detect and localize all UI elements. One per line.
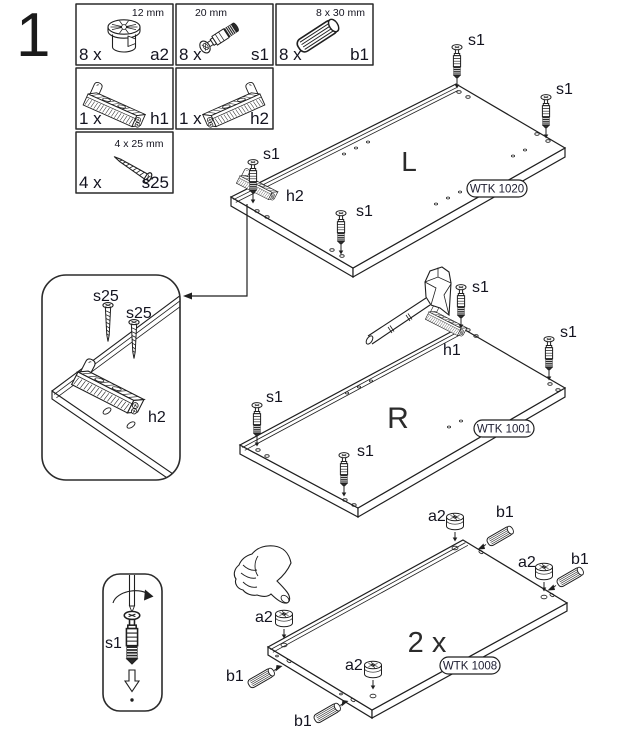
fastener-label: s1 bbox=[472, 279, 489, 296]
detail-leader-line bbox=[192, 204, 247, 296]
s25-screw bbox=[129, 320, 139, 359]
parts-box-s1 bbox=[176, 4, 273, 65]
part-qty: 1 x bbox=[179, 109, 202, 128]
a2-fitting bbox=[276, 610, 293, 627]
s1-fastener bbox=[456, 285, 466, 319]
fastener-label: s1 bbox=[357, 443, 374, 460]
part-dim: 4 x 25 mm bbox=[114, 138, 164, 150]
dowel-label: b1 bbox=[496, 504, 514, 521]
hammer bbox=[365, 267, 451, 345]
s1-fastener bbox=[452, 45, 462, 79]
s1-fastener bbox=[541, 95, 551, 129]
b1-dowel bbox=[556, 566, 585, 588]
part-code: h2 bbox=[250, 109, 269, 128]
board-letter: R bbox=[387, 402, 409, 435]
parts-box-b1 bbox=[276, 4, 373, 65]
part-number-text: WTK 1020 bbox=[469, 183, 525, 196]
s1-fastener bbox=[544, 337, 554, 371]
s1-fastener bbox=[336, 211, 346, 245]
part-qty: 4 x bbox=[79, 173, 102, 192]
part-qty: 8 x bbox=[179, 45, 202, 64]
fastener-label: s1 bbox=[356, 203, 373, 220]
b1-dowel bbox=[486, 525, 515, 547]
fastener-label: s1 bbox=[105, 635, 122, 652]
fitting-label: a2 bbox=[428, 508, 446, 525]
parts-box-h1 bbox=[76, 68, 173, 130]
parts-box-h2 bbox=[176, 68, 273, 130]
board-letter: 2 x bbox=[407, 627, 447, 659]
fitting-label: a2 bbox=[345, 657, 363, 674]
fitting-label: a2 bbox=[518, 554, 536, 571]
bracket-label: h2 bbox=[286, 188, 304, 205]
a2-fitting bbox=[536, 563, 553, 580]
a2-fitting bbox=[447, 513, 464, 530]
part-qty: 8 x bbox=[79, 45, 102, 64]
s1-fastener bbox=[339, 453, 349, 487]
b1-dowel bbox=[313, 702, 342, 724]
panel-bottom-board-2x bbox=[226, 504, 589, 730]
part-number-tag bbox=[474, 420, 534, 437]
part-dim: 12 mm bbox=[131, 7, 164, 19]
fitting-label: a2 bbox=[255, 609, 273, 626]
part-code: s25 bbox=[141, 173, 169, 192]
part-qty: 8 x bbox=[279, 45, 302, 64]
parts-box-a2 bbox=[76, 4, 173, 65]
part-number-text: WTK 1008 bbox=[442, 660, 498, 673]
part-qty: 1 x bbox=[79, 109, 102, 128]
s25-screw bbox=[103, 303, 113, 342]
hand bbox=[234, 546, 291, 604]
parts-box-s25 bbox=[76, 132, 173, 193]
part-code: a2 bbox=[150, 45, 169, 64]
part-dim: 8 x 30 mm bbox=[315, 7, 365, 19]
fastener-label: s1 bbox=[266, 389, 283, 406]
detail-bubble-screwdriver bbox=[103, 574, 162, 711]
fastener-label: s1 bbox=[263, 146, 280, 163]
part-code: s1 bbox=[251, 45, 269, 64]
screw-label: s25 bbox=[93, 288, 119, 305]
leader-arrowhead bbox=[183, 293, 192, 300]
fastener-label: s1 bbox=[556, 81, 573, 98]
b1-dowel bbox=[247, 667, 276, 689]
fastener-label: s1 bbox=[468, 32, 485, 49]
part-dim: 20 mm bbox=[194, 7, 228, 19]
pilot-hole-dot bbox=[130, 698, 133, 701]
s1-fastener bbox=[248, 160, 258, 194]
fastener-label: s1 bbox=[560, 324, 577, 341]
bracket-label: h1 bbox=[443, 342, 461, 359]
dowel-label: b1 bbox=[226, 668, 244, 685]
s1-fastener bbox=[252, 403, 262, 437]
part-code: h1 bbox=[150, 109, 169, 128]
board-letter: L bbox=[401, 146, 417, 177]
dowel-label: b1 bbox=[294, 713, 312, 730]
part-number-tag bbox=[467, 180, 527, 197]
part-code: b1 bbox=[350, 45, 369, 64]
detail-bubble-screws bbox=[42, 275, 184, 484]
part-number-tag bbox=[440, 657, 500, 674]
panel-middle-board-R bbox=[240, 267, 577, 517]
step-number: 1 bbox=[16, 1, 51, 70]
screw-label: s25 bbox=[126, 305, 152, 322]
bracket-label: h2 bbox=[148, 409, 166, 426]
part-number-text: WTK 1001 bbox=[476, 423, 532, 436]
dowel-label: b1 bbox=[571, 551, 589, 568]
